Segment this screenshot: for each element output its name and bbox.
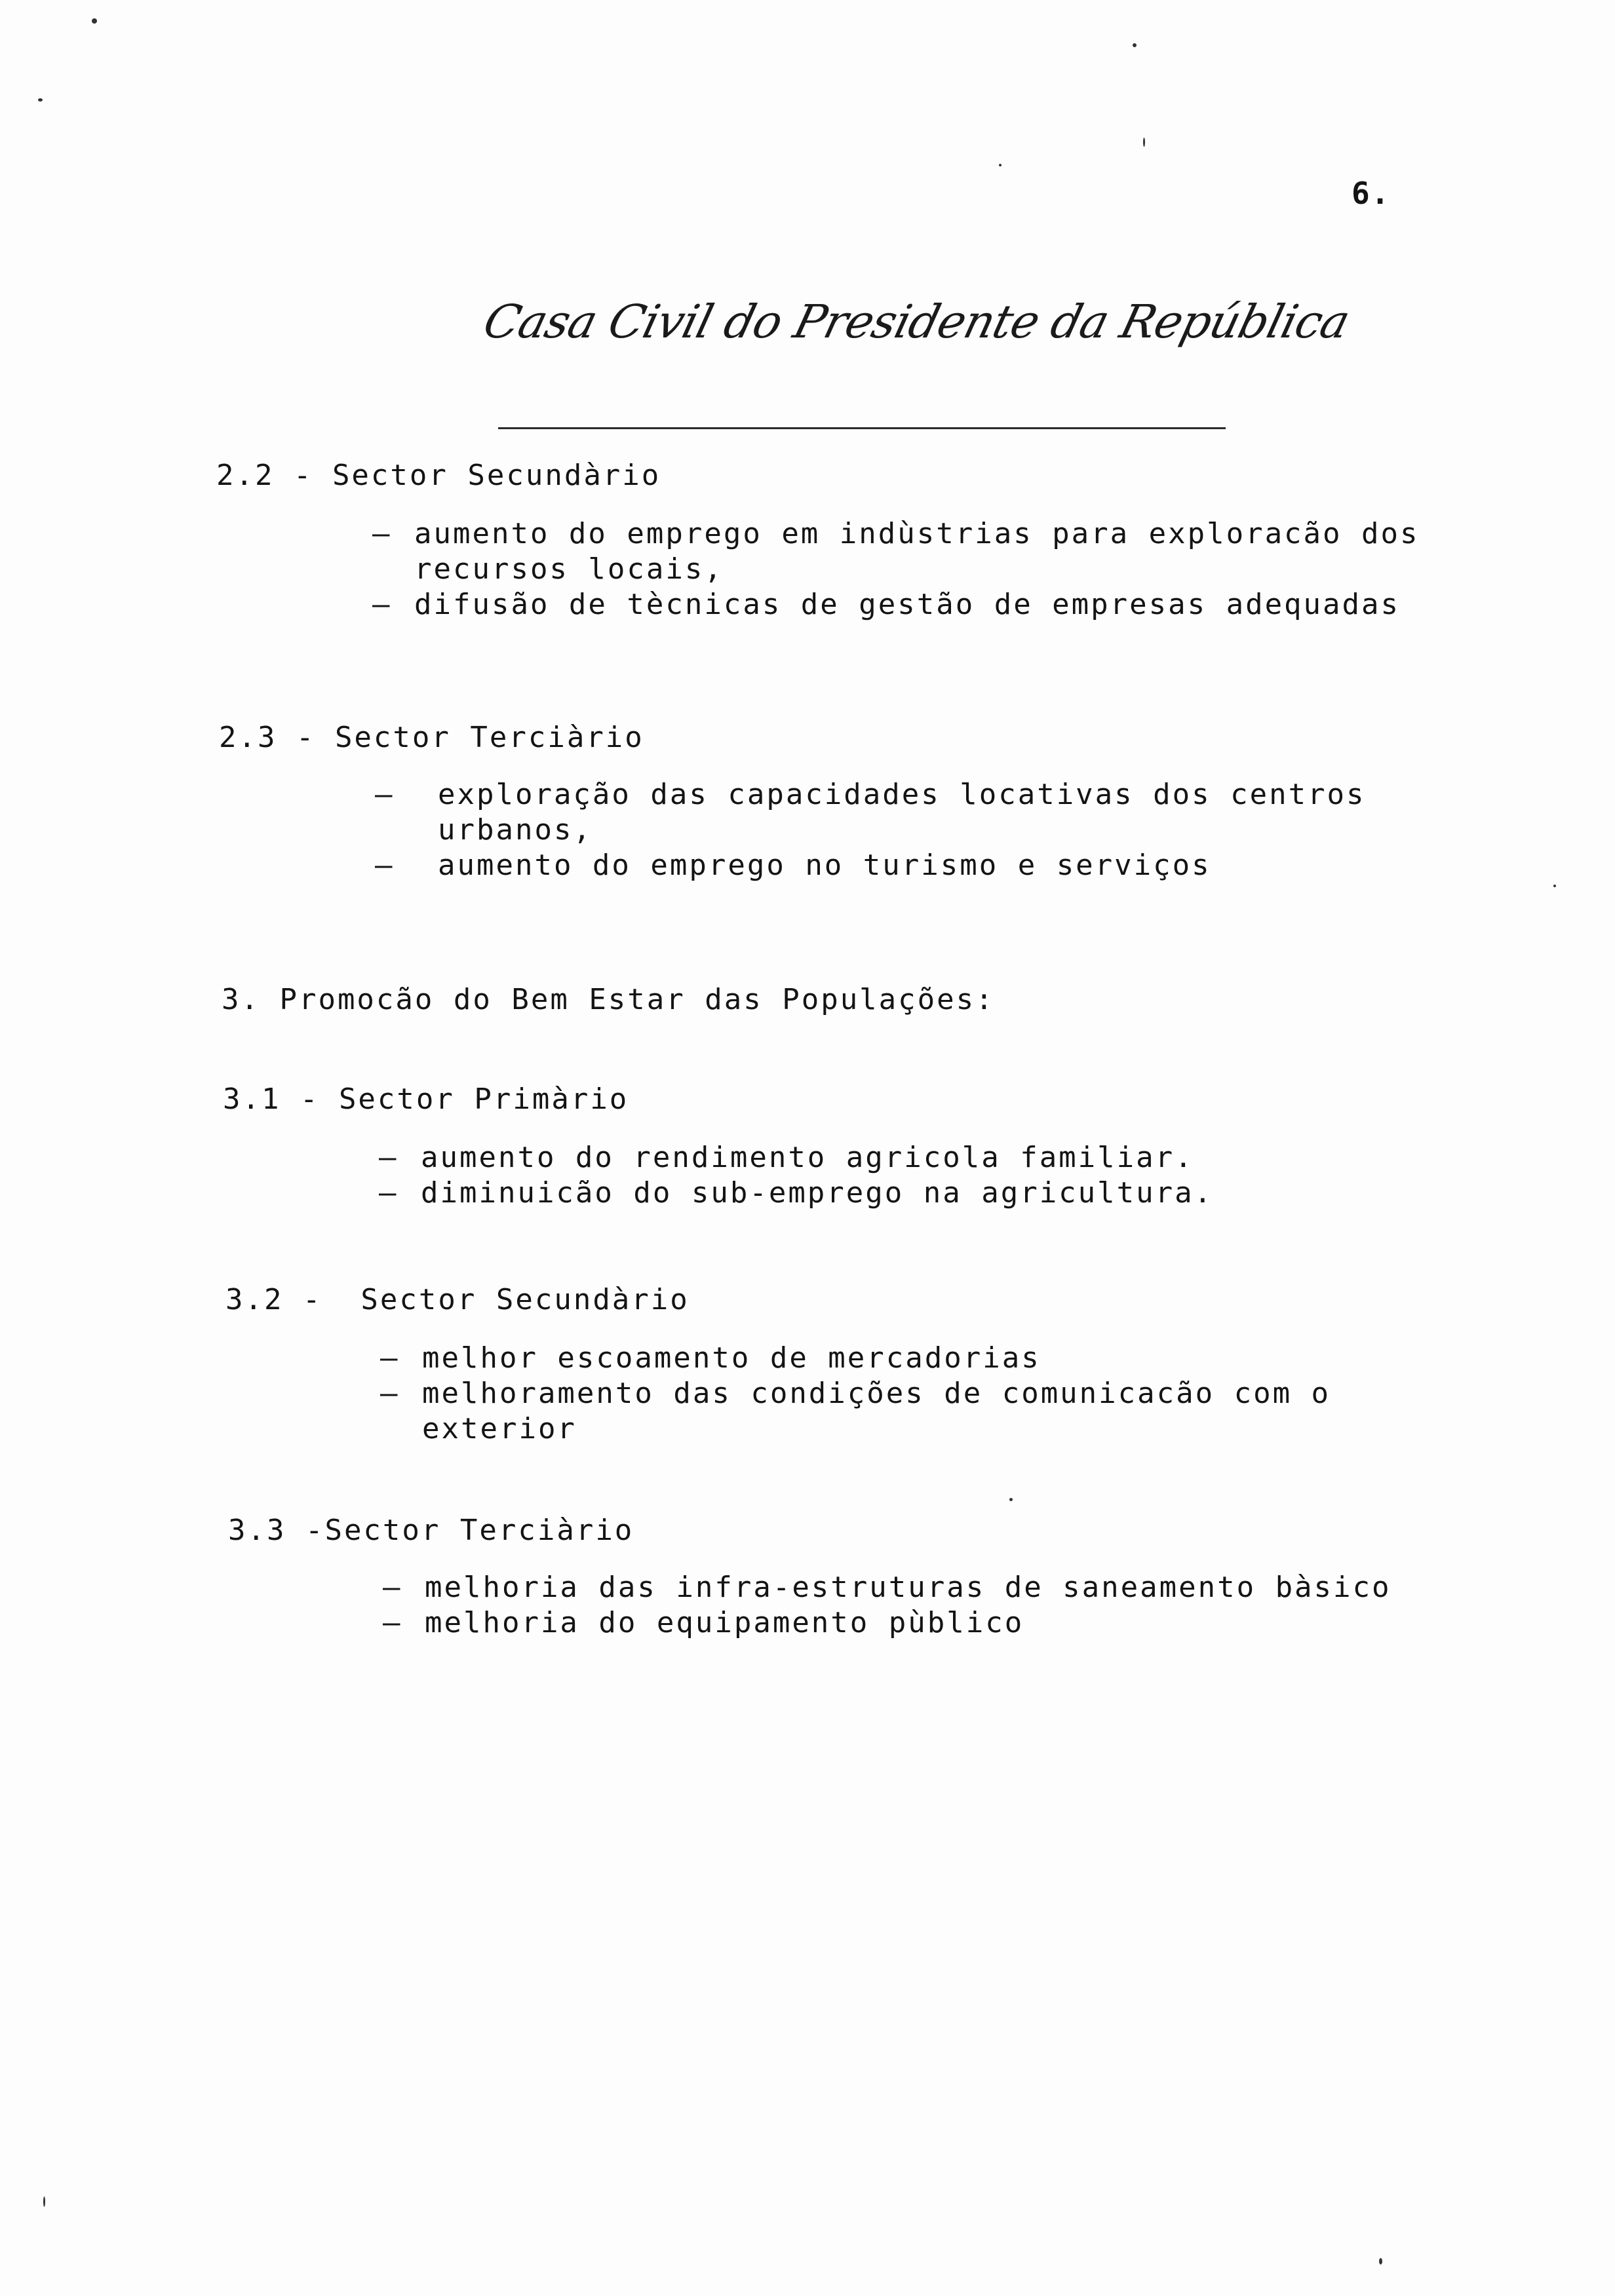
scan-speck	[1379, 2258, 1382, 2265]
list-item	[379, 1176, 1213, 1211]
list-item	[372, 587, 1420, 622]
list-item-text: melhoramento das condições de comunicacão com o exterior	[422, 1377, 1331, 1445]
list-item	[383, 1605, 1391, 1641]
section-heading-2-2: 2.2 - Sector Secundàrio	[216, 459, 661, 492]
scan-speck	[43, 2196, 45, 2207]
section-list-3-3	[383, 1570, 1391, 1641]
section-list-3-1	[379, 1140, 1213, 1211]
scan-speck	[1143, 138, 1145, 147]
list-item	[375, 848, 1366, 883]
scan-speck	[1553, 885, 1556, 887]
list-item	[375, 777, 1366, 848]
list-item-text: exploração das capacidades locativas dos centros urbanos,	[438, 778, 1366, 847]
scan-speck	[999, 164, 1002, 166]
scan-speck	[1009, 1498, 1013, 1501]
section-list-3-2	[380, 1341, 1331, 1447]
section-list-2-2	[372, 516, 1420, 622]
list-item-text: melhor escoamento de mercadorias	[422, 1341, 1041, 1375]
page-number: 6.	[1352, 176, 1391, 211]
list-item	[383, 1570, 1391, 1605]
list-item-text: melhoria do equipamento pùblico	[425, 1606, 1024, 1639]
list-item	[372, 516, 1420, 587]
section-list-2-3	[375, 777, 1366, 883]
list-item-text: difusão de tècnicas de gestão de empresas adequadas	[414, 588, 1401, 621]
list-item-text: aumento do rendimento agricola familiar.	[421, 1141, 1194, 1174]
list-item	[380, 1341, 1331, 1376]
scan-speck	[1133, 43, 1137, 47]
section-heading-3-3: 3.3 -Sector Terciàrio	[228, 1514, 634, 1547]
letterhead-script: Casa Civil do Presidente da República	[478, 295, 1355, 349]
list-item	[379, 1140, 1213, 1176]
list-item-text: melhoria das infra-estruturas de saneamento bàsico	[425, 1571, 1391, 1604]
section-heading-3-1: 3.1 - Sector Primàrio	[223, 1082, 629, 1116]
list-item-text: aumento do emprego em indùstrias para exploracão dos recursos locais,	[414, 517, 1420, 586]
list-item-text: diminuicão do sub-emprego na agricultura.	[421, 1176, 1214, 1210]
letterhead-rule	[498, 427, 1226, 429]
list-item-text: aumento do emprego no turismo e serviços	[438, 849, 1211, 882]
section-heading-2-3: 2.3 - Sector Terciàrio	[219, 721, 644, 754]
scan-speck	[38, 98, 43, 102]
list-item	[380, 1376, 1331, 1447]
scan-speck	[92, 18, 97, 24]
section-heading-3-2: 3.2 - Sector Secundàrio	[225, 1283, 690, 1316]
section-heading-3: 3. Promocão do Bem Estar das Populações:	[222, 983, 995, 1016]
